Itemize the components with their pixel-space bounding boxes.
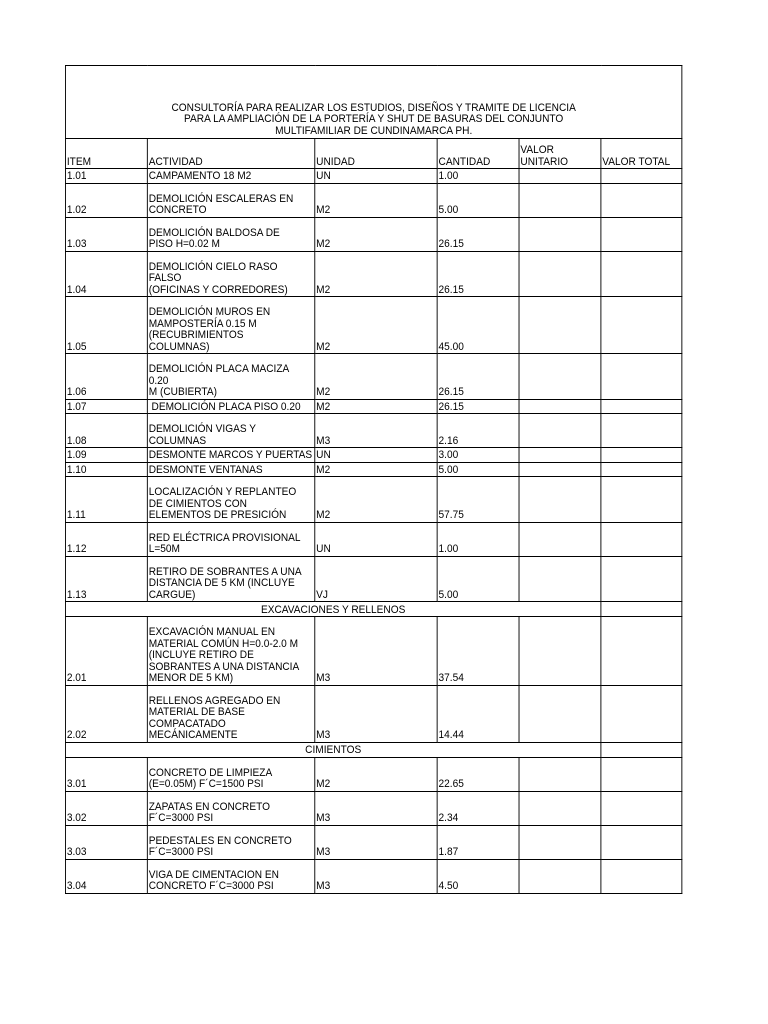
quantity-cell: 2.16 <box>437 414 519 448</box>
activity-line: DEMOLICIÓN PLACA PISO 0.20 <box>148 400 301 413</box>
activity-line: VIGA DE CIMENTACION EN <box>148 868 279 881</box>
table-row <box>65 251 681 297</box>
unit-cell: M2 <box>315 217 437 251</box>
budget-table-body <box>65 66 681 894</box>
activity-line: (OFICINAS Y CORREDORES) <box>148 283 288 296</box>
unit-value-cell <box>519 522 601 556</box>
activity-cell <box>147 477 314 523</box>
item-code: 1.10 <box>65 462 147 477</box>
quantity-cell: 26.15 <box>437 217 519 251</box>
table-row <box>65 183 681 217</box>
total-value-cell <box>601 414 682 448</box>
activity-line: ZAPATAS EN CONCRETO <box>148 800 270 813</box>
activity-line: RETIRO DE SOBRANTES A UNA <box>148 565 302 578</box>
unit-value-cell <box>519 462 601 477</box>
activity-line: COLUMNAS <box>148 434 207 447</box>
section-label: CIMIENTOS <box>65 742 600 757</box>
unit-cell: M2 <box>315 354 437 400</box>
unit-cell: UN <box>315 448 437 463</box>
unit-cell: UN <box>315 522 437 556</box>
document-title <box>65 66 681 139</box>
activity-line: DISTANCIA DE 5 KM (INCLUYE <box>148 577 295 589</box>
activity-cell <box>147 169 314 184</box>
table-row <box>65 825 681 859</box>
activity-line: RELLENOS AGREGADO EN <box>148 694 281 707</box>
activity-cell <box>147 354 314 400</box>
activity-line: MATERIAL COMÚN H=0.0-2.0 M <box>148 637 299 650</box>
activity-line: L=50M <box>148 543 180 555</box>
item-code: 1.04 <box>65 251 147 297</box>
item-code: 1.13 <box>65 556 147 602</box>
section-label: EXCAVACIONES Y RELLENOS <box>65 602 600 617</box>
quantity-cell: 2.34 <box>437 791 519 825</box>
activity-cell <box>147 414 314 448</box>
activity-line: DESMONTE MARCOS Y PUERTAS <box>148 449 313 461</box>
activity-line: CAMPAMENTO 18 M2 <box>148 170 252 182</box>
total-value-cell <box>601 825 682 859</box>
quantity-cell: 5.00 <box>437 183 519 217</box>
activity-line: DE CIMIENTOS CON <box>148 497 247 510</box>
table-row <box>65 522 681 556</box>
activity-line: F´C=3000 PSI <box>148 812 214 824</box>
item-code: 1.08 <box>65 414 147 448</box>
quantity-cell: 5.00 <box>437 462 519 477</box>
activity-line: DEMOLICIÓN ESCALERAS EN <box>148 192 294 205</box>
activity-line: SOBRANTES A UNA DISTANCIA <box>148 660 300 673</box>
table-row <box>65 685 681 742</box>
activity-line: DESMONTE VENTANAS <box>148 463 263 476</box>
table-row <box>65 617 681 686</box>
unit-value-cell <box>519 859 601 893</box>
activity-line: MAMPOSTERÍA 0.15 M <box>148 317 257 330</box>
unit-cell: M2 <box>315 757 437 791</box>
total-value-cell <box>601 399 682 414</box>
activity-line: RED ELÉCTRICA PROVISIONAL <box>148 531 301 544</box>
activity-line: CONCRETO F´C=3000 PSI <box>148 880 274 892</box>
activity-line: MATERIAL DE BASE <box>148 706 245 718</box>
title-line: PARA LA AMPLIACIÓN DE LA PORTERÍA Y SHUT DE BASURAS DEL CONJUNTO <box>184 113 564 125</box>
activity-cell <box>147 791 314 825</box>
item-code: 1.07 <box>65 399 147 414</box>
unit-value-cell <box>519 183 601 217</box>
section-row <box>65 742 681 757</box>
activity-line: MENOR DE 5 KM) <box>148 672 234 684</box>
activity-cell <box>147 522 314 556</box>
table-row <box>65 757 681 791</box>
item-code: 1.06 <box>65 354 147 400</box>
item-code: 1.12 <box>65 522 147 556</box>
total-value-cell <box>601 522 682 556</box>
table-row <box>65 414 681 448</box>
activity-line: COMPACATADO <box>148 717 226 730</box>
activity-line: (INCLUYE RETIRO DE <box>148 649 254 661</box>
activity-cell <box>147 617 314 686</box>
total-value-cell <box>601 183 682 217</box>
title-line: MULTIFAMILIAR DE CUNDINAMARCA PH. <box>275 124 473 137</box>
section-row <box>65 602 681 617</box>
unit-value-cell <box>519 217 601 251</box>
activity-line: FALSO <box>148 272 182 284</box>
quantity-cell: 14.44 <box>437 685 519 742</box>
activity-line: DEMOLICIÓN MUROS EN <box>148 306 271 318</box>
total-value-cell <box>601 757 682 791</box>
item-code: 1.05 <box>65 297 147 354</box>
total-value-cell <box>601 617 682 686</box>
item-code: 2.02 <box>65 685 147 742</box>
unit-value-cell <box>519 448 601 463</box>
activity-line: CONCRETO <box>148 204 207 216</box>
table-row <box>65 169 681 184</box>
header-valor-unitario: VALOR UNITARIO <box>519 139 601 169</box>
item-code: 1.03 <box>65 217 147 251</box>
quantity-cell: 37.54 <box>437 617 519 686</box>
header-cantidad: CANTIDAD <box>437 139 519 169</box>
total-value-cell <box>601 685 682 742</box>
unit-cell: M2 <box>315 251 437 297</box>
unit-value-cell <box>519 791 601 825</box>
unit-value-cell <box>519 169 601 184</box>
table-row <box>65 448 681 463</box>
total-value-cell <box>601 477 682 523</box>
unit-cell: M2 <box>315 477 437 523</box>
activity-cell <box>147 217 314 251</box>
header-actividad: ACTIVIDAD <box>147 139 314 169</box>
activity-line: (RECUBRIMIENTOS <box>148 329 244 341</box>
header-unidad: UNIDAD <box>315 139 437 169</box>
item-code: 1.11 <box>65 477 147 523</box>
unit-value-cell <box>519 617 601 686</box>
activity-line: F´C=3000 PSI <box>148 846 214 858</box>
unit-cell: M3 <box>315 617 437 686</box>
activity-line: (E=0.05M) F´C=1500 PSI <box>148 778 264 790</box>
activity-line: DEMOLICIÓN CIELO RASO <box>148 260 278 273</box>
activity-line: DEMOLICIÓN PLACA MACIZA <box>148 363 290 375</box>
activity-line: PISO H=0.02 M <box>148 238 220 250</box>
unit-cell: M2 <box>315 399 437 414</box>
title-line: CONSULTORÍA PARA REALIZAR LOS ESTUDIOS, DISEÑOS Y TRAMITE DE LICENCIA <box>171 101 576 114</box>
activity-line: DEMOLICIÓN VIGAS Y <box>148 423 256 435</box>
unit-cell: M3 <box>315 685 437 742</box>
activity-line: MECÁNICAMENTE <box>148 729 238 741</box>
unit-value-cell <box>519 251 601 297</box>
activity-line: PEDESTALES EN CONCRETO <box>148 834 292 847</box>
unit-value-cell <box>519 757 601 791</box>
title-row <box>65 66 681 139</box>
activity-cell <box>147 251 314 297</box>
activity-cell <box>147 183 314 217</box>
item-code: 2.01 <box>65 617 147 686</box>
activity-cell <box>147 297 314 354</box>
total-value-cell <box>601 859 682 893</box>
table-row <box>65 477 681 523</box>
item-code: 1.02 <box>65 183 147 217</box>
activity-line: M (CUBIERTA) <box>148 386 217 398</box>
unit-value-cell <box>519 556 601 602</box>
activity-cell <box>147 685 314 742</box>
unit-cell: VJ <box>315 556 437 602</box>
table-row <box>65 217 681 251</box>
table-row <box>65 462 681 477</box>
quantity-cell: 1.00 <box>437 522 519 556</box>
unit-value-cell <box>519 399 601 414</box>
activity-line: EXCAVACIÓN MANUAL EN <box>148 626 276 638</box>
activity-line: CONCRETO DE LIMPIEZA <box>148 766 273 779</box>
activity-line: LOCALIZACIÓN Y REPLANTEO <box>148 486 297 498</box>
total-value-cell <box>601 354 682 400</box>
unit-cell: M3 <box>315 859 437 893</box>
table-row <box>65 556 681 602</box>
empty-cell <box>601 742 682 757</box>
activity-line: CARGUE) <box>148 588 196 601</box>
activity-cell <box>147 556 314 602</box>
total-value-cell <box>601 448 682 463</box>
quantity-cell: 3.00 <box>437 448 519 463</box>
unit-value-cell <box>519 297 601 354</box>
budget-table <box>65 65 682 894</box>
activity-line: ELEMENTOS DE PRESICIÓN <box>148 509 287 521</box>
header-item: ITEM <box>65 139 147 169</box>
empty-cell <box>601 602 682 617</box>
item-code: 3.04 <box>65 859 147 893</box>
item-code: 1.09 <box>65 448 147 463</box>
total-value-cell <box>601 556 682 602</box>
activity-cell <box>147 757 314 791</box>
table-row <box>65 354 681 400</box>
activity-line: DEMOLICIÓN BALDOSA DE <box>148 226 280 239</box>
total-value-cell <box>601 297 682 354</box>
unit-cell: M2 <box>315 297 437 354</box>
item-code: 3.03 <box>65 825 147 859</box>
unit-value-cell <box>519 685 601 742</box>
quantity-cell: 45.00 <box>437 297 519 354</box>
quantity-cell: 1.87 <box>437 825 519 859</box>
total-value-cell <box>601 169 682 184</box>
item-code: 3.02 <box>65 791 147 825</box>
unit-value-cell <box>519 477 601 523</box>
quantity-cell: 57.75 <box>437 477 519 523</box>
quantity-cell: 26.15 <box>437 251 519 297</box>
unit-cell: UN <box>315 169 437 184</box>
unit-value-cell <box>519 414 601 448</box>
total-value-cell <box>601 791 682 825</box>
header-row <box>65 139 681 169</box>
table-row <box>65 859 681 893</box>
table-row <box>65 297 681 354</box>
total-value-cell <box>601 462 682 477</box>
unit-cell: M2 <box>315 462 437 477</box>
activity-line: COLUMNAS) <box>148 340 210 353</box>
table-row <box>65 399 681 414</box>
quantity-cell: 22.65 <box>437 757 519 791</box>
total-value-cell <box>601 251 682 297</box>
activity-line: 0.20 <box>148 374 169 387</box>
total-value-cell <box>601 217 682 251</box>
activity-cell <box>147 448 314 463</box>
quantity-cell: 5.00 <box>437 556 519 602</box>
unit-cell: M2 <box>315 183 437 217</box>
activity-cell <box>147 399 314 414</box>
item-code: 3.01 <box>65 757 147 791</box>
quantity-cell: 4.50 <box>437 859 519 893</box>
activity-cell <box>147 462 314 477</box>
quantity-cell: 26.15 <box>437 399 519 414</box>
activity-cell <box>147 859 314 893</box>
item-code: 1.01 <box>65 169 147 184</box>
header-valor-total: VALOR TOTAL <box>601 139 682 169</box>
unit-cell: M3 <box>315 791 437 825</box>
table-row <box>65 791 681 825</box>
unit-value-cell <box>519 825 601 859</box>
activity-cell <box>147 825 314 859</box>
unit-value-cell <box>519 354 601 400</box>
unit-cell: M3 <box>315 825 437 859</box>
unit-cell: M3 <box>315 414 437 448</box>
quantity-cell: 1.00 <box>437 169 519 184</box>
quantity-cell: 26.15 <box>437 354 519 400</box>
